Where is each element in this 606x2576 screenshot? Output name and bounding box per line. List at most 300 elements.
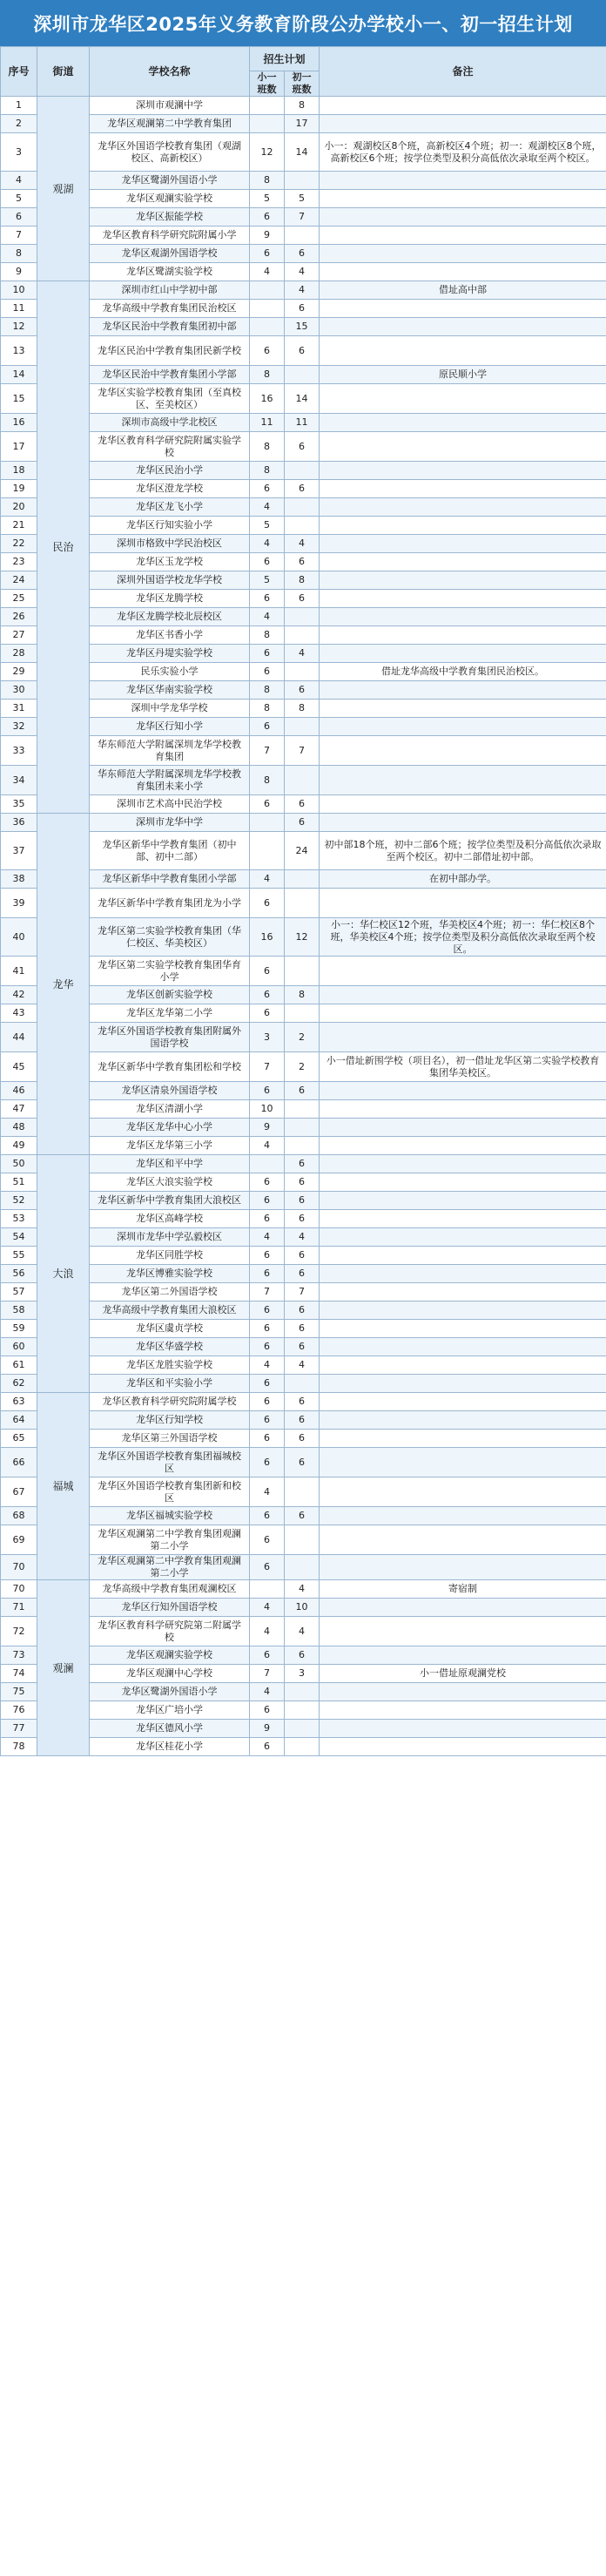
school-name: 龙华区观澜第二中学教育集团观澜第二小学 [90, 1525, 250, 1555]
row-seq: 44 [1, 1023, 37, 1052]
row-note [320, 1192, 606, 1210]
row-seq: 74 [1, 1665, 37, 1683]
row-note: 小一借址新围学校（项目名），初一借址龙华区第二实验学校教育集团华美校区。 [320, 1052, 606, 1082]
primary-classes: 6 [250, 590, 285, 608]
school-name: 龙华区教育科学研究院附属实验学校 [90, 432, 250, 462]
row-note: 借址龙华高级中学教育集团民治校区。 [320, 663, 606, 681]
school-name: 深圳市龙华中学 [90, 814, 250, 832]
row-seq: 78 [1, 1738, 37, 1756]
school-name: 深圳市龙华中学弘毅校区 [90, 1228, 250, 1247]
primary-classes: 6 [250, 336, 285, 366]
primary-classes: 6 [250, 1411, 285, 1430]
junior-classes: 11 [285, 414, 320, 432]
row-note [320, 190, 606, 208]
junior-classes: 6 [285, 1192, 320, 1210]
row-note [320, 1525, 606, 1555]
row-seq: 27 [1, 626, 37, 645]
row-seq: 36 [1, 814, 37, 832]
primary-classes: 6 [250, 1555, 285, 1580]
row-seq: 71 [1, 1599, 37, 1617]
row-seq: 12 [1, 318, 37, 336]
primary-classes: 8 [250, 626, 285, 645]
junior-classes: 15 [285, 318, 320, 336]
junior-classes: 6 [285, 795, 320, 814]
row-note [320, 336, 606, 366]
table-row [1, 1119, 606, 1137]
primary-classes: 9 [250, 1119, 285, 1137]
junior-classes: 6 [285, 1411, 320, 1430]
row-note [320, 700, 606, 718]
table-row [1, 736, 606, 766]
row-note [320, 498, 606, 517]
row-note [320, 1738, 606, 1756]
school-name: 龙华区龙腾学校北辰校区 [90, 608, 250, 626]
street-cell: 观湖 [37, 97, 90, 281]
school-name: 龙华区书香小学 [90, 626, 250, 645]
table-row [1, 718, 606, 736]
row-seq: 39 [1, 889, 37, 918]
row-seq: 65 [1, 1430, 37, 1448]
school-name: 华东师范大学附属深圳龙华学校教育集团 [90, 736, 250, 766]
primary-classes: 6 [250, 986, 285, 1004]
table-row [1, 432, 606, 462]
row-seq: 59 [1, 1320, 37, 1338]
primary-classes: 6 [250, 663, 285, 681]
primary-classes [250, 1580, 285, 1599]
row-seq: 72 [1, 1617, 37, 1646]
junior-classes: 6 [285, 300, 320, 318]
junior-classes: 6 [285, 245, 320, 263]
page-title: 深圳市龙华区2025年义务教育阶段公办学校小一、初一招生计划 [0, 0, 606, 46]
junior-classes: 4 [285, 1228, 320, 1247]
table-row [1, 1082, 606, 1100]
school-name: 民乐实验小学 [90, 663, 250, 681]
primary-classes: 8 [250, 366, 285, 384]
table-row [1, 115, 606, 133]
table-row [1, 414, 606, 432]
junior-classes: 6 [285, 1646, 320, 1665]
school-name: 龙华区和平中学 [90, 1155, 250, 1173]
table-row [1, 766, 606, 795]
row-seq: 73 [1, 1646, 37, 1665]
table-row [1, 498, 606, 517]
school-name: 龙华区外国语学校教育集团附属外国语学校 [90, 1023, 250, 1052]
junior-classes: 14 [285, 133, 320, 172]
primary-classes: 8 [250, 432, 285, 462]
table-row [1, 1004, 606, 1023]
school-name: 龙华区民治小学 [90, 462, 250, 480]
junior-classes: 6 [285, 590, 320, 608]
school-name: 龙华区新华中学教育集团龙为小学 [90, 889, 250, 918]
school-name: 龙华区广培小学 [90, 1701, 250, 1720]
row-seq: 9 [1, 263, 37, 281]
row-seq: 14 [1, 366, 37, 384]
junior-classes: 4 [285, 281, 320, 300]
school-name: 龙华区福城实验学校 [90, 1507, 250, 1525]
table-row [1, 190, 606, 208]
school-name: 龙华区第三外国语学校 [90, 1430, 250, 1448]
row-note [320, 718, 606, 736]
row-note [320, 766, 606, 795]
primary-classes: 6 [250, 1701, 285, 1720]
row-seq: 69 [1, 1525, 37, 1555]
school-name: 龙华高级中学教育集团民治校区 [90, 300, 250, 318]
row-note [320, 1320, 606, 1338]
header-school: 学校名称 [90, 47, 250, 97]
row-note [320, 480, 606, 498]
school-name: 龙华区外国语学校教育集团（观湖校区、高新校区） [90, 133, 250, 172]
junior-classes: 6 [285, 1173, 320, 1192]
junior-classes: 6 [285, 1430, 320, 1448]
row-note [320, 414, 606, 432]
junior-classes: 6 [285, 1320, 320, 1338]
primary-classes: 6 [250, 1338, 285, 1356]
row-seq: 34 [1, 766, 37, 795]
row-seq: 32 [1, 718, 37, 736]
table-row [1, 133, 606, 172]
primary-classes [250, 97, 285, 115]
table-row [1, 1701, 606, 1720]
street-cell: 观澜 [37, 1580, 90, 1756]
primary-classes: 6 [250, 1393, 285, 1411]
school-name: 深圳外国语学校龙华学校 [90, 571, 250, 590]
row-note [320, 1302, 606, 1320]
school-name: 龙华区华盛学校 [90, 1338, 250, 1356]
junior-classes [285, 626, 320, 645]
row-seq: 5 [1, 190, 37, 208]
row-seq: 58 [1, 1302, 37, 1320]
primary-classes: 6 [250, 1507, 285, 1525]
school-name: 龙华区新华中学教育集团（初中部、初中二部） [90, 832, 250, 870]
junior-classes [285, 172, 320, 190]
school-name: 深圳市红山中学初中部 [90, 281, 250, 300]
row-note: 在初中部办学。 [320, 870, 606, 889]
table-row [1, 700, 606, 718]
table-row [1, 1430, 606, 1448]
table-row [1, 1555, 606, 1580]
table-row [1, 1580, 606, 1599]
junior-classes: 6 [285, 1247, 320, 1265]
school-name: 龙华区龙腾学校 [90, 590, 250, 608]
row-note [320, 172, 606, 190]
primary-classes: 16 [250, 384, 285, 414]
school-name: 龙华区教育科学研究院附属学校 [90, 1393, 250, 1411]
row-note: 借址高中部 [320, 281, 606, 300]
junior-classes: 4 [285, 645, 320, 663]
table-row [1, 590, 606, 608]
row-note [320, 571, 606, 590]
row-seq: 70 [1, 1555, 37, 1580]
row-note [320, 889, 606, 918]
junior-classes [285, 1100, 320, 1119]
table-row [1, 1375, 606, 1393]
row-seq: 49 [1, 1137, 37, 1155]
school-name: 龙华区德风小学 [90, 1720, 250, 1738]
primary-classes: 4 [250, 1599, 285, 1617]
table-row [1, 1155, 606, 1173]
school-name: 深圳中学龙华学校 [90, 700, 250, 718]
school-name: 龙华区龙华第三小学 [90, 1137, 250, 1155]
row-note [320, 1082, 606, 1100]
table-row [1, 1665, 606, 1683]
school-name: 龙华区行知外国语学校 [90, 1599, 250, 1617]
junior-classes [285, 957, 320, 986]
row-seq: 20 [1, 498, 37, 517]
row-seq: 68 [1, 1507, 37, 1525]
row-note [320, 245, 606, 263]
school-name: 龙华区第二外国语学校 [90, 1283, 250, 1302]
row-seq: 21 [1, 517, 37, 535]
row-note [320, 1507, 606, 1525]
row-seq: 11 [1, 300, 37, 318]
row-note [320, 1137, 606, 1155]
table-row [1, 366, 606, 384]
row-seq: 30 [1, 681, 37, 700]
junior-classes [285, 366, 320, 384]
header-note: 备注 [320, 47, 606, 97]
school-name: 龙华区虞贞学校 [90, 1320, 250, 1338]
school-name: 龙华区振能学校 [90, 208, 250, 226]
school-name: 龙华区清湖小学 [90, 1100, 250, 1119]
row-seq: 77 [1, 1720, 37, 1738]
enrollment-table [0, 46, 606, 1756]
header-plan: 招生计划 [250, 47, 320, 71]
junior-classes: 6 [285, 1155, 320, 1173]
row-seq: 48 [1, 1119, 37, 1137]
junior-classes: 8 [285, 700, 320, 718]
row-seq: 70 [1, 1580, 37, 1599]
header-street: 街道 [37, 47, 90, 97]
table-row [1, 795, 606, 814]
junior-classes: 8 [285, 571, 320, 590]
junior-classes: 5 [285, 190, 320, 208]
row-note [320, 1430, 606, 1448]
table-row [1, 1617, 606, 1646]
row-seq: 46 [1, 1082, 37, 1100]
street-cell: 民治 [37, 281, 90, 814]
primary-classes: 6 [250, 480, 285, 498]
row-note [320, 1247, 606, 1265]
row-note [320, 208, 606, 226]
primary-classes: 6 [250, 245, 285, 263]
table-row [1, 1210, 606, 1228]
junior-classes [285, 517, 320, 535]
row-seq: 2 [1, 115, 37, 133]
primary-classes: 6 [250, 645, 285, 663]
table-row [1, 1683, 606, 1701]
primary-classes: 4 [250, 1683, 285, 1701]
row-note [320, 1155, 606, 1173]
row-note [320, 226, 606, 245]
junior-classes: 12 [285, 918, 320, 957]
table-row [1, 1052, 606, 1082]
row-note [320, 1173, 606, 1192]
primary-classes: 10 [250, 1100, 285, 1119]
primary-classes: 4 [250, 263, 285, 281]
header-j1: 初一班数 [285, 71, 320, 97]
school-name: 龙华区观澜第二中学教育集团观澜第二小学 [90, 1555, 250, 1580]
row-seq: 55 [1, 1247, 37, 1265]
table-body [1, 97, 606, 1756]
table-row [1, 1738, 606, 1756]
row-seq: 8 [1, 245, 37, 263]
row-note [320, 645, 606, 663]
school-name: 龙华区教育科学研究院第二附属学校 [90, 1617, 250, 1646]
junior-classes: 8 [285, 986, 320, 1004]
table-row [1, 663, 606, 681]
school-name: 龙华区龙飞小学 [90, 498, 250, 517]
row-note: 小一：华仁校区12个班，华美校区4个班；初一：华仁校区8个班，华美校区4个班；按学位类型及积分高低依次录取至两个校区。 [320, 918, 606, 957]
table-row [1, 1320, 606, 1338]
row-seq: 23 [1, 553, 37, 571]
row-note [320, 1448, 606, 1477]
school-name: 龙华区观澜第二中学教育集团 [90, 115, 250, 133]
primary-classes: 6 [250, 1738, 285, 1756]
junior-classes: 3 [285, 1665, 320, 1683]
table-row [1, 318, 606, 336]
junior-classes [285, 1525, 320, 1555]
row-note [320, 1683, 606, 1701]
junior-classes: 8 [285, 97, 320, 115]
table-row [1, 1393, 606, 1411]
school-name: 龙华区创新实验学校 [90, 986, 250, 1004]
row-seq: 19 [1, 480, 37, 498]
primary-classes: 8 [250, 172, 285, 190]
school-name: 龙华区龙华第二小学 [90, 1004, 250, 1023]
row-seq: 4 [1, 172, 37, 190]
row-note [320, 1411, 606, 1430]
junior-classes: 7 [285, 1283, 320, 1302]
row-note [320, 1356, 606, 1375]
table-row [1, 681, 606, 700]
row-seq: 60 [1, 1338, 37, 1356]
junior-classes: 14 [285, 384, 320, 414]
table-row [1, 626, 606, 645]
junior-classes: 2 [285, 1052, 320, 1082]
row-note [320, 1477, 606, 1507]
row-note [320, 517, 606, 535]
table-row [1, 208, 606, 226]
junior-classes [285, 1004, 320, 1023]
school-name: 龙华区观湖外国语学校 [90, 245, 250, 263]
table-row [1, 1265, 606, 1283]
table-row [1, 384, 606, 414]
junior-classes [285, 766, 320, 795]
junior-classes: 6 [285, 1082, 320, 1100]
junior-classes [285, 718, 320, 736]
table-row [1, 1599, 606, 1617]
primary-classes: 8 [250, 462, 285, 480]
primary-classes: 9 [250, 1720, 285, 1738]
row-seq: 61 [1, 1356, 37, 1375]
row-seq: 28 [1, 645, 37, 663]
junior-classes [285, 1738, 320, 1756]
primary-classes: 5 [250, 517, 285, 535]
school-name: 龙华区民治中学教育集团小学部 [90, 366, 250, 384]
school-name: 龙华区外国语学校教育集团福城校区 [90, 1448, 250, 1477]
primary-classes: 4 [250, 608, 285, 626]
school-name: 龙华高级中学教育集团观澜校区 [90, 1580, 250, 1599]
school-name: 龙华区桂花小学 [90, 1738, 250, 1756]
school-name: 龙华区鹭湖外国语小学 [90, 172, 250, 190]
row-seq: 54 [1, 1228, 37, 1247]
row-note [320, 1338, 606, 1356]
primary-classes: 7 [250, 1052, 285, 1082]
table-row [1, 1720, 606, 1738]
table-row [1, 245, 606, 263]
table-row [1, 1525, 606, 1555]
primary-classes: 16 [250, 918, 285, 957]
primary-classes: 6 [250, 1192, 285, 1210]
row-seq: 24 [1, 571, 37, 590]
table-row [1, 957, 606, 986]
junior-classes: 6 [285, 1393, 320, 1411]
junior-classes: 6 [285, 553, 320, 571]
row-note [320, 384, 606, 414]
primary-classes [250, 300, 285, 318]
school-name: 龙华高级中学教育集团大浪校区 [90, 1302, 250, 1320]
row-seq: 64 [1, 1411, 37, 1430]
table-row [1, 1338, 606, 1356]
primary-classes [250, 115, 285, 133]
primary-classes: 6 [250, 889, 285, 918]
row-seq: 1 [1, 97, 37, 115]
row-note [320, 318, 606, 336]
row-seq: 15 [1, 384, 37, 414]
junior-classes: 6 [285, 1507, 320, 1525]
school-name: 龙华区博雅实验学校 [90, 1265, 250, 1283]
row-seq: 40 [1, 918, 37, 957]
table-row [1, 226, 606, 245]
row-seq: 75 [1, 1683, 37, 1701]
row-seq: 42 [1, 986, 37, 1004]
primary-classes: 4 [250, 498, 285, 517]
table-row [1, 300, 606, 318]
header-seq: 序号 [1, 47, 37, 97]
row-note [320, 300, 606, 318]
row-note: 小一：观湖校区8个班，高新校区4个班；初一：观湖校区8个班，高新校区6个班；按学位类型及积分高低依次录取至两个校区。 [320, 133, 606, 172]
table-row [1, 1100, 606, 1119]
junior-classes: 2 [285, 1023, 320, 1052]
primary-classes: 8 [250, 700, 285, 718]
table-row [1, 832, 606, 870]
table-row [1, 1448, 606, 1477]
school-name: 深圳市观澜中学 [90, 97, 250, 115]
junior-classes [285, 1477, 320, 1507]
row-seq: 33 [1, 736, 37, 766]
table-row [1, 1173, 606, 1192]
junior-classes: 6 [285, 1265, 320, 1283]
street-cell: 福城 [37, 1393, 90, 1580]
school-name: 龙华区华南实验学校 [90, 681, 250, 700]
school-name: 龙华区第二实验学校教育集团（华仁校区、华美校区） [90, 918, 250, 957]
junior-classes: 4 [285, 1356, 320, 1375]
junior-classes: 6 [285, 432, 320, 462]
table-row [1, 553, 606, 571]
school-name: 深圳市艺术高中民治学校 [90, 795, 250, 814]
table-row [1, 918, 606, 957]
table-row [1, 1283, 606, 1302]
primary-classes [250, 832, 285, 870]
table-row [1, 814, 606, 832]
junior-classes: 4 [285, 535, 320, 553]
junior-classes [285, 1119, 320, 1137]
junior-classes: 6 [285, 1210, 320, 1228]
junior-classes: 6 [285, 1448, 320, 1477]
primary-classes: 6 [250, 1265, 285, 1283]
row-note [320, 814, 606, 832]
table-row [1, 1507, 606, 1525]
